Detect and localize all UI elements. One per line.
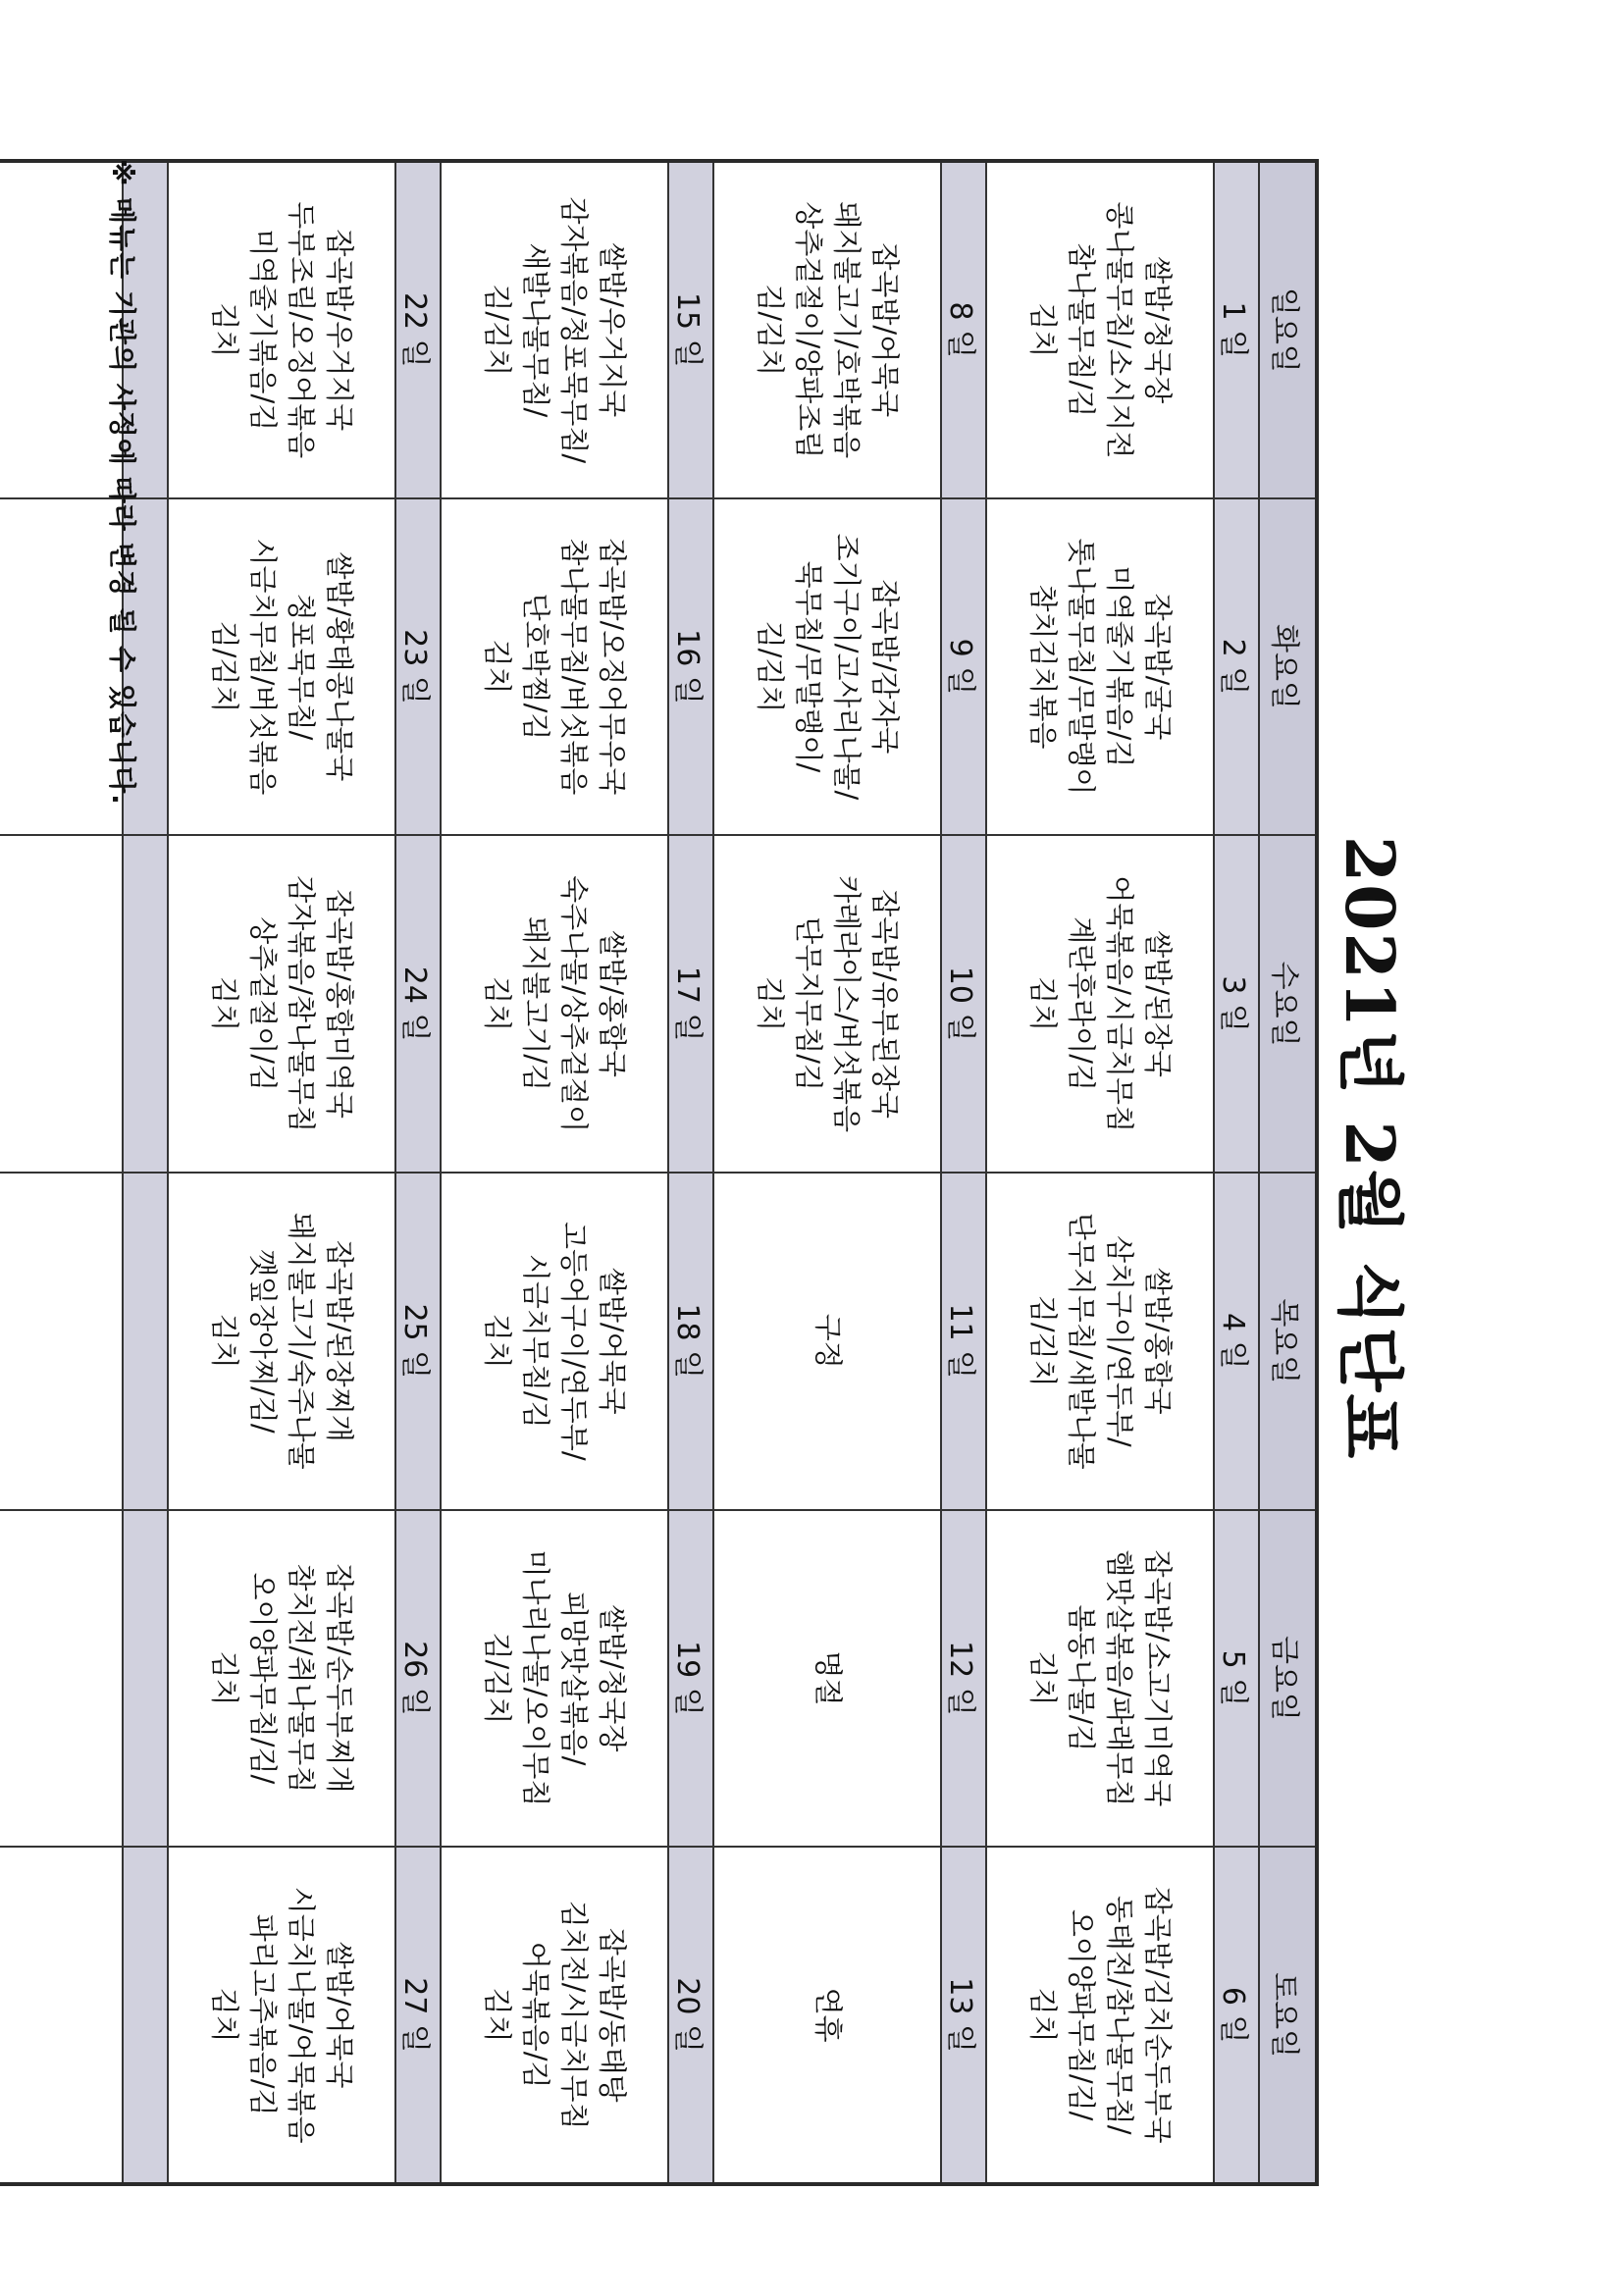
date-cell	[123, 1173, 168, 1510]
menu-item: 김치	[1025, 976, 1060, 1032]
menu-item: 쌀밥/된장국	[1141, 930, 1176, 1078]
menu-item: 숙주나물/상추겉절이	[557, 875, 592, 1133]
menu-item: 쌀밥/우거지국	[596, 242, 630, 418]
menu-item: 시금치나물/어묵볶음	[285, 1886, 319, 2144]
menu-cell	[441, 498, 668, 836]
menu-item: 김치	[480, 1313, 514, 1369]
menu-cell	[0, 1847, 123, 2184]
menu-item: 잡곡밥/오징어무우국	[596, 538, 630, 796]
menu-item: 삼치구이/연두부/	[1103, 1234, 1137, 1447]
menu-item: 상추겉절이/김	[246, 916, 280, 1092]
menu-item: 피망맛살볶음/	[557, 1591, 592, 1766]
menu-item: 김치전/시금치무침	[557, 1900, 592, 2130]
menu-item: 김/김치	[753, 620, 787, 713]
menu-item: 돼지불고기/숙주나물	[285, 1212, 319, 1470]
menu-item: 김치	[207, 1987, 241, 2043]
menu-item: 김/김치	[753, 284, 787, 377]
menu-cell	[713, 1847, 941, 2184]
menu-item: 참치전/취나물무침	[285, 1563, 319, 1794]
date-cell: 18 일	[668, 1173, 713, 1510]
menu-item: 미나리나물/오이무침	[519, 1549, 552, 1807]
menu-item: 잡곡밥/어묵국	[868, 242, 903, 418]
menu-item: 연휴	[811, 1987, 845, 2043]
menu-item: 상추겉절이/양파조림	[792, 201, 825, 459]
weekday-header: 목요일	[1259, 1173, 1317, 1510]
menu-item: 잡곡밥/굴국	[1141, 593, 1176, 741]
menu-item: 김치	[480, 1987, 514, 2043]
menu-cell	[713, 498, 941, 836]
menu-item: 단호박찜/김	[519, 593, 552, 741]
menu-item: 쌀밥/청국장	[596, 1604, 630, 1752]
menu-item: 단무지무침/김	[792, 916, 825, 1092]
menu-item: 잡곡밥/감자국	[868, 579, 903, 755]
page-title: 2021년 2월 식단표	[1330, 835, 1408, 1461]
menu-item: 햄맛살볶음/파래무침	[1103, 1549, 1137, 1807]
menu-item: 파리고추볶음/김	[246, 1913, 280, 2116]
date-cell: 26 일	[395, 1510, 441, 1848]
menu-table	[0, 159, 1319, 2186]
menu-item: 참나물무침/버섯볶음	[557, 538, 592, 796]
menu-item: 콩나물무침/소시지전	[1103, 201, 1137, 459]
menu-item: 김치	[207, 1313, 241, 1369]
menu-cell	[168, 835, 395, 1173]
date-cell: 13 일	[941, 1847, 986, 2184]
date-cell: 23 일	[395, 498, 441, 836]
menu-cell	[986, 1173, 1214, 1510]
date-cell: 17 일	[668, 835, 713, 1173]
date-cell: 25 일	[395, 1173, 441, 1510]
menu-item: 김치	[207, 1650, 241, 1706]
weekday-header-row	[1259, 161, 1317, 2184]
weekday-header: 화요일	[1259, 498, 1317, 836]
menu-item: 동태전/참나물무침/	[1103, 1895, 1137, 2135]
menu-item: 쌀밥/청국장	[1141, 256, 1176, 404]
menu-item: 쌀밥/어묵국	[323, 1941, 357, 2089]
date-cell: 20 일	[668, 1847, 713, 2184]
menu-cell	[986, 835, 1214, 1173]
menu-cell	[0, 1510, 123, 1848]
menu-item: 톳나물무침/무말랭이	[1065, 538, 1098, 796]
menu-item: 단무지무침/새발나물	[1065, 1212, 1098, 1470]
menu-row	[713, 161, 941, 2184]
menu-row	[168, 161, 395, 2184]
menu-item: 돼지불고기/호박볶음	[830, 201, 864, 459]
date-row	[395, 161, 441, 2184]
menu-item: 참치김치볶음	[1025, 584, 1060, 750]
date-cell: 19 일	[668, 1510, 713, 1848]
menu-item: 잡곡밥/김치순두부국	[1141, 1886, 1176, 2144]
menu-cell	[713, 1510, 941, 1848]
menu-item: 쌀밥/황태콩나물국	[323, 551, 357, 782]
date-row	[1214, 161, 1259, 2184]
weekday-header: 수요일	[1259, 835, 1317, 1173]
menu-item: 미역줄기볶음/김	[246, 229, 280, 432]
menu-cell	[168, 498, 395, 836]
menu-item: 쌀밥/어묵국	[596, 1267, 630, 1415]
date-cell	[123, 835, 168, 1173]
menu-item: 시금치무침/김	[519, 1253, 552, 1429]
menu-cell	[986, 1847, 1214, 2184]
date-cell: 8 일	[941, 161, 986, 498]
menu-item: 참나물무침/김	[1065, 242, 1098, 418]
date-row	[941, 161, 986, 2184]
menu-item: 새발나물무침/	[519, 242, 552, 418]
menu-cell	[0, 835, 123, 1173]
menu-item: 구정	[811, 1313, 845, 1369]
menu-item: 조기구이/고사리나물/	[830, 533, 864, 801]
date-cell: 9 일	[941, 498, 986, 836]
date-cell: 16 일	[668, 498, 713, 836]
menu-item: 카레라이스/버섯볶음	[830, 875, 864, 1133]
menu-cell	[441, 1510, 668, 1848]
menu-item: 묵무침/무말랭이/	[792, 560, 825, 773]
date-cell: 22 일	[395, 161, 441, 498]
menu-item: 잡곡밥/홍합미역국	[323, 889, 357, 1120]
menu-item: 김치	[207, 302, 241, 358]
menu-item: 김치	[1025, 1650, 1060, 1706]
menu-cell	[713, 1173, 941, 1510]
weekday-header: 일요일	[1259, 161, 1317, 498]
date-cell: 2 일	[1214, 498, 1259, 836]
menu-item: 봄동나물/김	[1065, 1604, 1098, 1752]
date-cell: 1 일	[1214, 161, 1259, 498]
menu-cell	[441, 1847, 668, 2184]
menu-item: 고등어구이/연두부/	[557, 1221, 592, 1461]
date-cell: 27 일	[395, 1847, 441, 2184]
menu-item: 어묵볶음/김	[519, 1941, 552, 2089]
menu-item: 김치	[480, 976, 514, 1032]
menu-item: 오이양파무침/김/	[246, 1572, 280, 1785]
menu-item: 김치	[753, 976, 787, 1032]
menu-item: 쌀밥/홍합국	[596, 930, 630, 1078]
menu-item: 김/김치	[480, 1632, 514, 1725]
menu-cell	[986, 1510, 1214, 1848]
menu-item: 계란후라이/김	[1065, 916, 1098, 1092]
menu-body	[0, 161, 1259, 2184]
weekday-header: 금요일	[1259, 1510, 1317, 1848]
menu-item: 쌀밥/홍합국	[1141, 1267, 1176, 1415]
menu-item: 어묵볶음/시금치무침	[1103, 875, 1137, 1133]
menu-cell	[986, 161, 1214, 498]
menu-cell	[168, 1847, 395, 2184]
date-cell: 5 일	[1214, 1510, 1259, 1848]
menu-item: 돼지불고기/김	[519, 916, 552, 1092]
menu-item: 오이양파무침/김/	[1065, 1908, 1098, 2121]
date-cell	[123, 1510, 168, 1848]
menu-item: 두부조림/오징어볶음	[285, 201, 319, 459]
date-cell: 10 일	[941, 835, 986, 1173]
date-cell: 12 일	[941, 1510, 986, 1848]
menu-item: 잡곡밥/우거지국	[323, 229, 357, 432]
menu-item: 김치	[207, 976, 241, 1032]
menu-cell	[441, 835, 668, 1173]
menu-row	[986, 161, 1214, 2184]
menu-item: 미역줄기볶음/김	[1103, 565, 1137, 768]
menu-row	[441, 161, 668, 2184]
menu-item: 시금치무침/버섯볶음	[246, 538, 280, 796]
date-cell: 15 일	[668, 161, 713, 498]
date-cell: 6 일	[1214, 1847, 1259, 2184]
menu-cell	[168, 1510, 395, 1848]
menu-item: 잡곡밥/동태탕	[596, 1927, 630, 2103]
menu-item: 김/김치	[480, 284, 514, 377]
menu-cell	[0, 1173, 123, 1510]
menu-cell	[168, 161, 395, 498]
date-cell	[123, 1847, 168, 2184]
menu-item: 잡곡밥/된장찌개	[323, 1239, 357, 1442]
menu-cell	[713, 835, 941, 1173]
date-cell: 4 일	[1214, 1173, 1259, 1510]
menu-cell	[986, 498, 1214, 836]
menu-item: 김치	[1025, 302, 1060, 358]
footnote: ※ 메뉴는 기관의 사정에 따라 변경 될 수 있습니다.	[106, 159, 138, 806]
menu-cell	[168, 1173, 395, 1510]
date-cell: 11 일	[941, 1173, 986, 1510]
menu-cell	[441, 161, 668, 498]
menu-item: 잡곡밥/소고기미역국	[1141, 1549, 1176, 1807]
menu-item: 감자볶음/청포묵무침/	[557, 196, 592, 464]
menu-item: 잡곡밥/유부된장국	[868, 889, 903, 1120]
menu-item: 감자볶음/참나물무침	[285, 875, 319, 1133]
menu-cell	[713, 161, 941, 498]
menu-item: 김치	[480, 639, 514, 695]
menu-item: 깻잎장아찌/김/	[246, 1248, 280, 1434]
menu-item: 명절	[811, 1650, 845, 1706]
menu-item: 잡곡밥/순두부찌개	[323, 1563, 357, 1794]
weekday-header: 토요일	[1259, 1847, 1317, 2184]
date-cell: 24 일	[395, 835, 441, 1173]
menu-item: 김/김치	[207, 620, 241, 713]
menu-cell	[441, 1173, 668, 1510]
date-row	[668, 161, 713, 2184]
date-cell: 3 일	[1214, 835, 1259, 1173]
menu-item: 김/김치	[1025, 1294, 1060, 1387]
menu-item: 청포묵무침/	[285, 593, 319, 741]
menu-item: 김치	[1025, 1987, 1060, 2043]
